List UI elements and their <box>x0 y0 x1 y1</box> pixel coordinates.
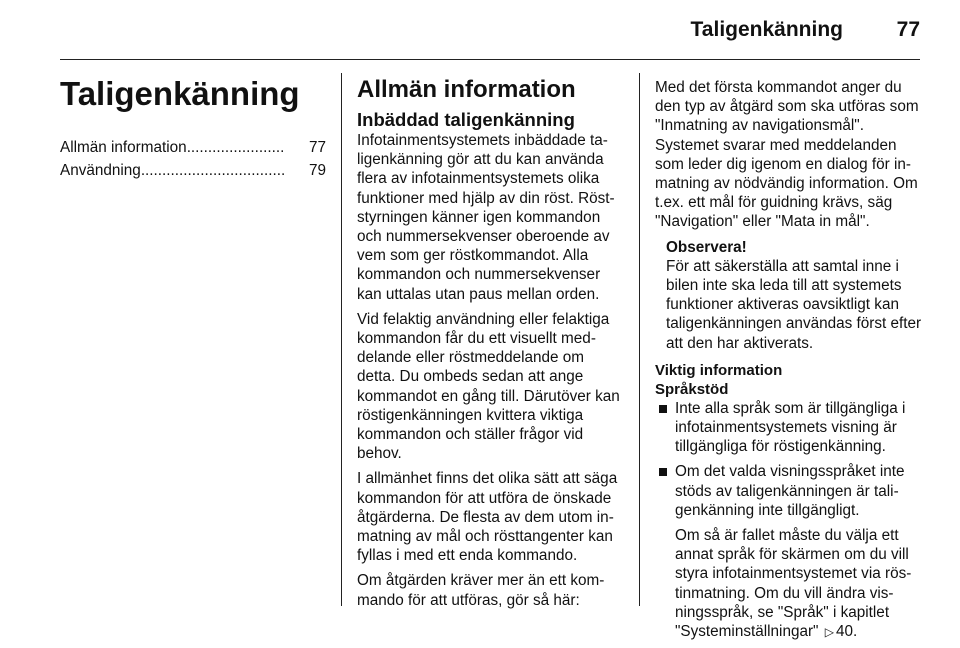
paragraph: Infotainmentsystemets inbäddade taligenkänning gör att du kan använda flera av infotainmentsystemets olika funktioner med hjälp av din röst. Röststyrningen känner igen kommandon och nummersekvenser oberoende av vem som ger röstkommandot. Alla kommandon och nummersekvenser kan uttalas utan paus mellan orden. <box>357 132 615 303</box>
section-title: Allmän information <box>357 76 576 103</box>
toc-entry[interactable] <box>60 161 326 180</box>
important-heading: Viktig information <box>655 361 783 379</box>
list-item-text: Inte alla språk som är tillgängliga i infotainmentsystemets visning är tillgängliga för röstigenkänning. <box>675 399 906 456</box>
list-item-extra-text: Om så är fallet måste du välja ett annat språk för skärmen om du vill styra infotainmentsystemet via röstinmatning. Om du vill ändra visningsspråk, se "Språk" i kapitlet "Systeminställningar" <box>675 527 912 641</box>
list-item-extra <box>675 526 923 642</box>
paragraph: Vid felaktig användning eller felaktiga kommandon får du ett visuellt meddelande eller röstmeddelande om detta. Du ombeds sedan att ange kommandot en gång till. Därutöver kan röstigenkänningen kvittera viktiga kommandon och ställer frågor vid behov. <box>357 310 620 463</box>
running-title: Taligenkänning <box>690 18 843 41</box>
column-general-info <box>357 70 625 616</box>
subsection-title: Inbäddad taligenkänning <box>357 109 575 130</box>
column-divider-2 <box>639 73 640 606</box>
note-box <box>655 238 923 353</box>
bullet-list <box>655 399 923 642</box>
header-divider <box>60 59 920 60</box>
page-reference-link[interactable]: 40. <box>835 623 858 641</box>
page-number: 77 <box>896 18 920 41</box>
list-item-text: Om det valda visningsspråket inte stöds av taligenkänningen är taligenkänning inte tillgängligt. <box>675 463 905 519</box>
toc-leader-dots: .................................. <box>140 162 286 180</box>
language-heading: Språkstöd <box>655 380 729 398</box>
toc-entry-page: 79 <box>308 162 326 180</box>
paragraph: Om åtgärden kräver mer än ett kommando för att utföras, gör så här: <box>357 572 605 609</box>
page-header <box>60 18 920 46</box>
toc-entry-label: Allmän information <box>60 139 187 156</box>
toc-entry-page: 77 <box>308 139 326 156</box>
paragraph: I allmänhet finns det olika sätt att säga kommandon för att utföra de önskade åtgärderna. De flesta av dem utom inmatning av mål och rösttangenter kan fyllas i med ett enda kommando. <box>357 470 618 565</box>
square-bullet-icon <box>659 405 667 413</box>
note-title: Observera! <box>666 238 747 256</box>
paragraph: Med det första kommandot anger du den typ av åtgärd som ska utföras som "Inmatning av navigationsmål". Systemet svarar med meddelanden som leder dig igenom en dialog för inmatning av nödvändig information. Om t.ex. ett mål för guidning krävs, säg "Navigation" eller "Mata in mål". <box>655 79 919 231</box>
toc-entry-label: Användning <box>60 162 141 180</box>
column-divider-1 <box>341 73 342 606</box>
toc-entry[interactable] <box>60 138 326 157</box>
column-toc <box>60 70 326 180</box>
list-item <box>655 399 923 457</box>
toc-leader-dots: ....................... <box>186 139 285 156</box>
arrow-right-icon: ▷ <box>824 625 834 640</box>
column-details <box>655 78 923 648</box>
square-bullet-icon <box>659 468 667 476</box>
list-item <box>655 462 923 642</box>
note-text: För att säkerställa att samtal inne i bilen inte ska leda till att systemets funktioner aktiveras oavsiktligt kan taligenkänningen användas först efter att den har aktiverats. <box>666 257 922 352</box>
chapter-title: Taligenkänning <box>60 75 300 112</box>
